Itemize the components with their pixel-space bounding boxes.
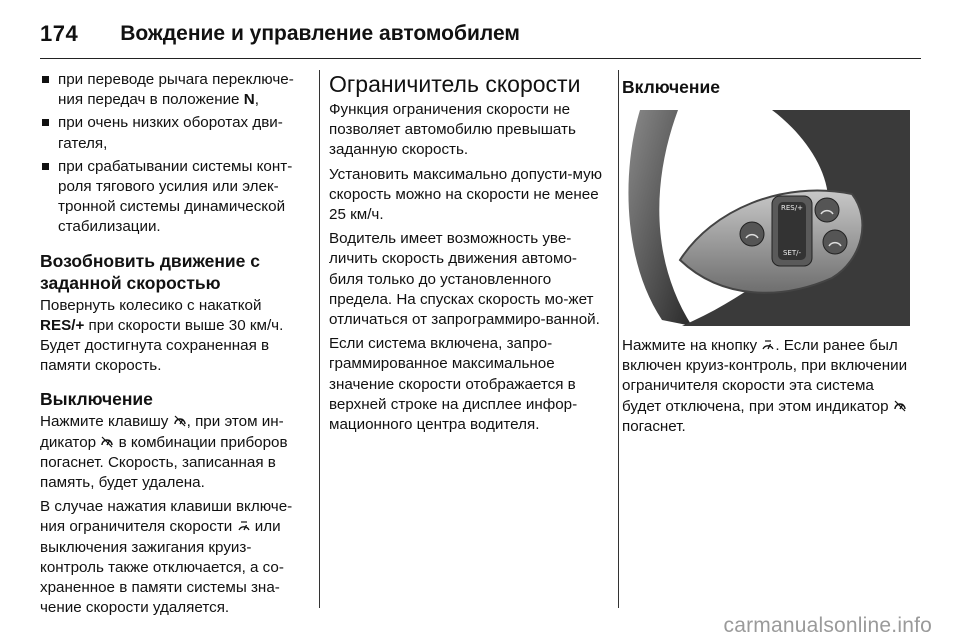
- set-button-label: SET/-: [782, 249, 802, 257]
- header-rule: [40, 58, 921, 59]
- chapter-title: Вождение и управление автомобилем: [120, 22, 520, 45]
- steering-wheel-figure: [622, 110, 910, 326]
- speed-limiter-icon: [761, 338, 775, 352]
- paragraph: Функция ограничения скорости не позволяет автомобилю превышать заданную скорость.: [329, 101, 576, 159]
- paragraph: Если система включена, запро-граммированное максимальное значение скорости отображается в верхней строке на дисплее инфор-мационного центра водителя.: [329, 335, 578, 434]
- cruise-indicator-icon: [893, 399, 907, 413]
- condition-list: [40, 70, 308, 238]
- cruise-indicator-icon: [100, 435, 114, 449]
- column-right: [622, 70, 912, 441]
- resume-heading: Возобновить движение с заданной скоростью: [40, 250, 261, 293]
- enable-heading: Включение: [622, 77, 720, 97]
- list-item: при срабатывании системы конт-роля тягового усилия или элек-тронной системы динамической стабилизации.: [40, 157, 308, 238]
- speed-limiter-heading: Ограничитель скорости: [329, 71, 581, 97]
- off-text-2: В случае нажатия клавиши включе-ния ограничителя скорости или выключения зажигания круиз-контроль также отключается, а со-храненное в памяти системы зна-чение скорости удаляется.: [40, 498, 293, 617]
- speed-limiter-icon: [237, 519, 251, 533]
- list-item: при очень низких оборотах дви-гателя,: [40, 113, 308, 153]
- res-button-label: RES/+: [781, 204, 803, 212]
- cruise-off-icon: [173, 414, 187, 428]
- off-text-1: Нажмите клавишу , при этом ин-дикатор в комбинации приборов погаснет. Скорость, записанная в память, будет удалена.: [40, 413, 288, 492]
- column-divider: [319, 70, 320, 608]
- list-item: при переводе рычага переключе-ния передач в положение N,: [40, 70, 308, 110]
- column-middle: [329, 70, 607, 439]
- page-header: [40, 14, 920, 54]
- enable-text: Нажмите на кнопку . Если ранее был включен круиз-контроль, при включении ограничителя скорости эта система будет отключена, при этом индикатор погаснет.: [622, 337, 908, 435]
- resume-text: Повернуть колесико с накаткой RES/+ при скорости выше 30 км/ч. Будет достигнута сохраненная в памяти скорость.: [40, 296, 284, 375]
- paragraph: Установить максимально допусти-мую скорость можно на скорости не менее 25 км/ч.: [329, 165, 603, 224]
- paragraph: Водитель имеет возможность уве-личить скорость движения автомо-биля только до установленного предела. На спусках скорость мо-жет отличаться от запрограммиро-ванной.: [329, 230, 600, 329]
- column-divider: [618, 70, 619, 608]
- watermark: carmanualsonline.info: [723, 614, 932, 637]
- column-left: [40, 70, 308, 622]
- page-number: 174: [40, 21, 79, 46]
- off-heading: Выключение: [40, 389, 153, 410]
